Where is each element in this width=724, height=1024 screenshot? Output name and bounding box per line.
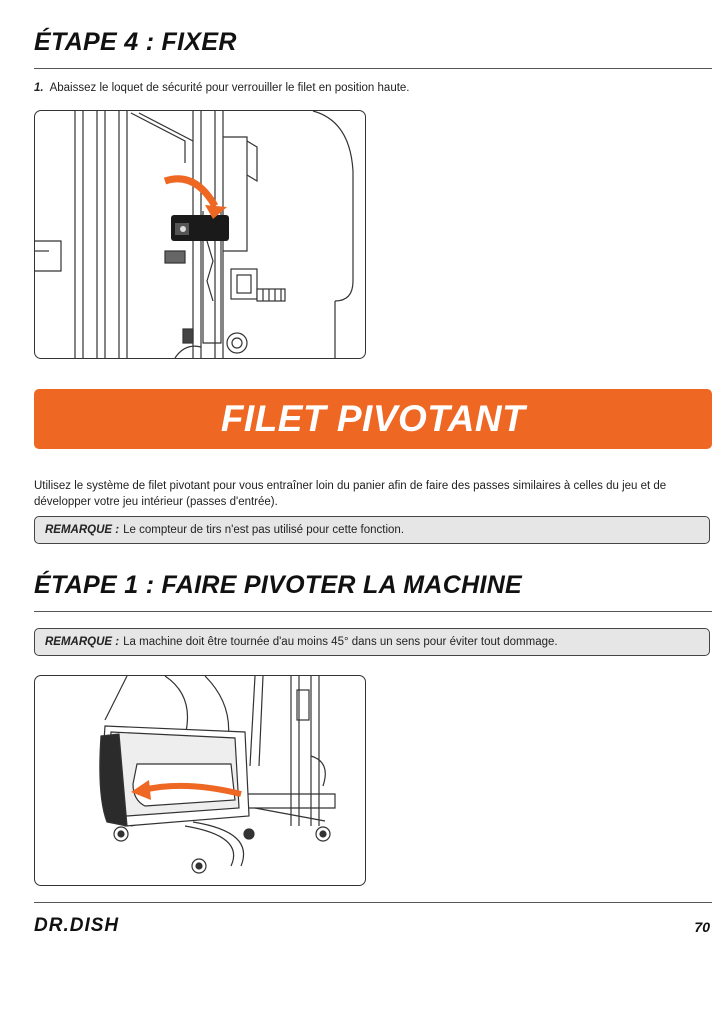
instruction-number: 1. xyxy=(34,82,44,94)
divider xyxy=(34,68,712,69)
footer-divider xyxy=(34,902,712,903)
machine-rotation-illustration xyxy=(34,675,366,886)
note-label: REMARQUE : xyxy=(45,524,120,536)
step-4-title: ÉTAPE 4 : FIXER xyxy=(34,28,237,56)
rotation-arrow-icon xyxy=(165,179,227,219)
note-box xyxy=(34,628,710,656)
note-text: Le compteur de tirs n'est pas utilisé pour cette fonction. xyxy=(123,524,405,536)
page-number: 70 xyxy=(694,919,710,935)
note-box xyxy=(34,516,710,544)
brand-logo: DR.DISH xyxy=(34,915,120,936)
instruction-item xyxy=(34,82,410,94)
section-banner-title: FILET PIVOTANT xyxy=(220,398,526,439)
note-label: REMARQUE : xyxy=(45,636,120,648)
step-1-title: ÉTAPE 1 : FAIRE PIVOTER LA MACHINE xyxy=(34,571,523,599)
divider xyxy=(34,611,712,612)
latch-drawing xyxy=(35,111,365,358)
note-text: La machine doit être tournée d'au moins 45° dans un sens pour éviter tout dommage. xyxy=(123,636,558,648)
latch-illustration xyxy=(34,110,366,359)
intro-paragraph: Utilisez le système de filet pivotant pour vous entraîner loin du panier afin de faire des passes similaires à celles du jeu et de développer votre jeu intérieur (passes d'entrée). xyxy=(34,480,667,508)
machine-drawing xyxy=(35,676,365,885)
section-banner xyxy=(34,389,712,449)
instruction-text: Abaissez le loquet de sécurité pour verrouiller le filet en position haute. xyxy=(49,82,410,94)
latch-icon xyxy=(171,215,229,241)
